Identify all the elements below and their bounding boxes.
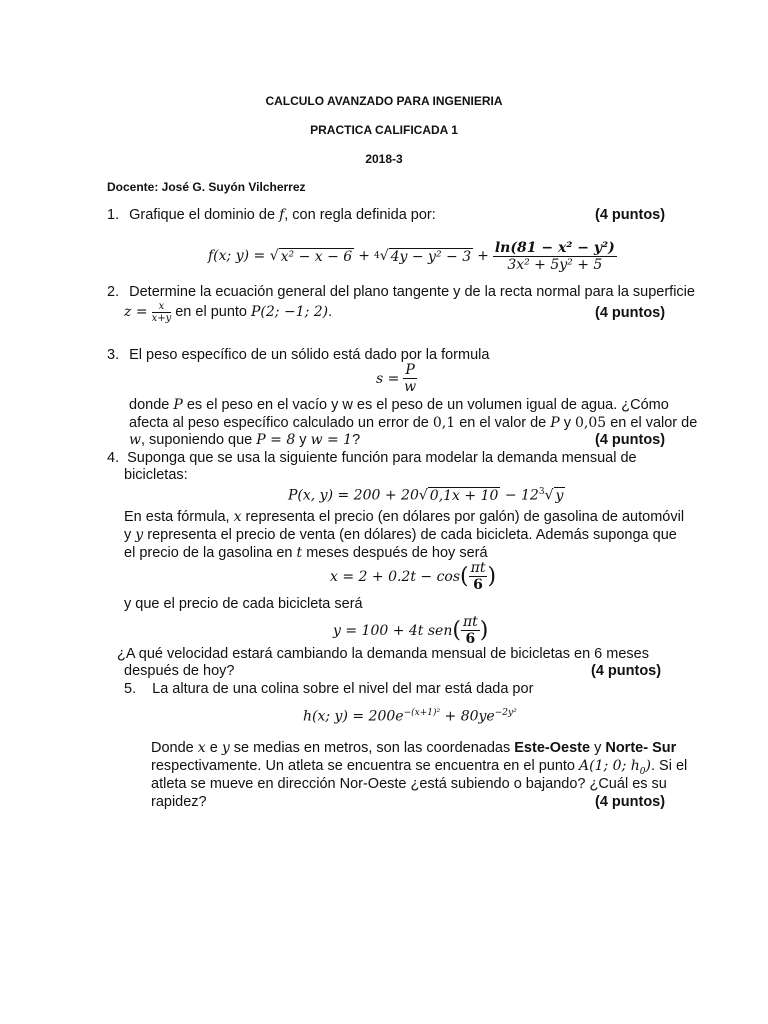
q3-l3g: en el valor de: [610, 415, 698, 431]
q5-number: 5.: [124, 681, 137, 697]
q4-x-den: 6: [473, 577, 483, 593]
q1-plus1: +: [358, 248, 370, 264]
q1-frac-den: 3x² + 5y² + 5: [507, 256, 603, 273]
q4-x-eq: x = 2 + 0.2t − cos: [330, 568, 461, 585]
q5-line2: [151, 740, 676, 757]
q5-l3c: 0: [639, 766, 646, 777]
q4-line4: [124, 527, 677, 544]
q2-text1: Determine la ecuación general del plano tangente y de la recta normal para la superficie: [129, 284, 695, 300]
q5-formula: [303, 708, 517, 725]
q1-var-f: f: [279, 207, 285, 223]
q2-dot: .: [328, 304, 333, 320]
q1-statement: [107, 207, 436, 224]
q4-points: (4 puntos): [591, 663, 662, 679]
q5-line1: [124, 681, 533, 698]
q3-l4c: P = 8: [256, 432, 296, 448]
q3-l3d: P: [550, 415, 560, 431]
q1-formula: f(x; y) = √ x² − x − 6 + 4 √ 4y − y² − 3 + $\frac{\text{ln(81 − x² − y²)}}{\text{3x² + 5y² + 5}}$: [208, 239, 615, 273]
q3-l3e: y: [563, 415, 571, 431]
q2-line2: [124, 301, 332, 324]
q5-line5: rapidez?: [151, 794, 207, 810]
q5-l3e: . Si el: [650, 758, 688, 774]
q3-l2b: P: [173, 397, 183, 413]
q1-text: Grafique el dominio de: [129, 207, 276, 223]
q1-frac-num: ln(81 − x² − y²): [494, 239, 615, 256]
q1-root-index: 4: [373, 251, 380, 261]
q4-line1: [107, 450, 637, 467]
q4-y-num: πt: [462, 614, 478, 630]
q4-x-formula: x = 2 + 0.2t − cos ( $\frac{\pi t}{6}$ ): [330, 560, 497, 593]
q3-number: 3.: [107, 347, 120, 363]
q3-l3b: 0,1: [432, 415, 456, 431]
q3-text1: El peso específico de un sólido está dado por la formula: [129, 347, 490, 363]
q4-f-a: P(x, y) = 200 + 20: [288, 487, 419, 504]
q5-h-b: + 80ye: [444, 708, 495, 725]
q5-h-a: h(x; y) = 200e: [303, 708, 404, 725]
q4-l3a: En esta fórmula,: [124, 509, 230, 525]
q4-l4b: y: [135, 527, 144, 543]
q4-line2: bicicletas:: [124, 467, 188, 483]
q2-z-den: x+y: [151, 313, 172, 324]
q4-y-frac: [461, 614, 480, 647]
q3-l3f: 0,05: [575, 415, 607, 431]
q5-l3d: ): [645, 758, 651, 774]
q4-l5c: meses después de hoy será: [306, 545, 488, 561]
exam-title: PRACTICA CALIFICADA 1: [310, 123, 458, 137]
q3-l4a: w: [129, 432, 141, 448]
q5-points: (4 puntos): [595, 794, 666, 810]
q3-line4: [129, 432, 360, 449]
q4-l4a: y: [124, 527, 132, 543]
q3-line2: [129, 397, 669, 414]
q4-y-formula: y = 100 + 4t sen ( $\frac{\pi t}{6}$ ): [333, 614, 489, 647]
q3-l3a: afecta al peso específico calculado un error de: [129, 415, 429, 431]
q4-f-b: − 12: [504, 487, 539, 504]
q3-l4d: y: [299, 432, 307, 448]
q3-formula: [376, 362, 417, 395]
course-title: CALCULO AVANZADO PARA INGENIERIA: [265, 94, 503, 108]
q3-l4f: ?: [352, 432, 361, 448]
q5-l2g: y: [594, 740, 602, 756]
q5-text1: La altura de una colina sobre el nivel del mar está dada por: [152, 681, 534, 697]
q5-l2h: Norte- Sur: [605, 740, 677, 756]
term: 2018-3: [365, 152, 403, 166]
q4-l5a: el precio de la gasolina en: [124, 545, 293, 561]
q5-l2e: se medias en metros, son las coordenadas: [233, 740, 511, 756]
q5-l2d: y: [221, 740, 230, 756]
q5-h-exp1: −(x+1)²: [403, 708, 441, 718]
q5-h-exp2: −2y²: [494, 708, 517, 718]
q2-point: P(2; −1; 2): [251, 304, 329, 320]
q5-line4: atleta se mueve en dirección Nor-Oeste ¿está subiendo o bajando? ¿Cuál es su: [151, 776, 667, 792]
q2-line1: [107, 284, 695, 301]
q1-radicand1: x² − x − 6: [280, 248, 353, 265]
q3-s-frac: [403, 362, 416, 395]
q4-f-idx: 3: [538, 487, 545, 497]
q4-line6: y que el precio de cada bicicleta será: [124, 596, 363, 612]
q4-x-frac: [469, 560, 488, 593]
q3-points: (4 puntos): [595, 432, 666, 448]
teacher: Docente: José G. Suyón Vilcherrez: [107, 180, 306, 194]
q2-number: 2.: [107, 284, 120, 300]
q4-line7: ¿A qué velocidad estará cambiando la demanda mensual de bicicletas en 6 meses: [117, 646, 649, 662]
q5-l3b: A(1; 0; h: [579, 758, 640, 774]
q5-l2a: Donde: [151, 740, 194, 756]
q5-l3a: respectivamente. Un atleta se encuentra se encuentra en el punto: [151, 758, 575, 774]
q4-x-num: πt: [470, 560, 486, 576]
q3-l2c: es el peso en el vacío y w es el peso de un volumen igual de agua. ¿Cómo: [186, 397, 669, 413]
q1-fraction: [493, 240, 617, 273]
q3-line1: [107, 347, 489, 364]
q5-l2c: e: [209, 740, 218, 756]
q4-line8: después de hoy?: [124, 663, 235, 679]
q4-l3b: x: [233, 509, 242, 525]
q4-formula: P(x, y) = 200 + 20√ $0,1x + 10 - 12^3√$ y: [288, 487, 564, 504]
q2-z-frac: [152, 301, 172, 324]
q5-l2b: x: [197, 740, 206, 756]
q2-z-num: x: [152, 301, 172, 313]
q3-l3c: en el valor de: [459, 415, 547, 431]
q4-y-den: 6: [465, 631, 476, 647]
q4-f-rad: 0,1x + 10: [429, 487, 499, 504]
q2-points: (4 puntos): [595, 305, 666, 321]
q4-y-eq: y = 100 + 4t sen: [333, 622, 453, 639]
q1-text-end: , con regla definida por:: [284, 207, 436, 223]
q3-line3: [129, 415, 697, 432]
q5-l2f: Este-Oeste: [514, 740, 591, 756]
q2-z-eq: z =: [124, 304, 148, 320]
q3-s-den: w: [404, 379, 417, 395]
q3-l2a: donde: [129, 397, 170, 413]
q4-l5b: t: [296, 545, 303, 561]
q1-plus2: +: [477, 248, 489, 264]
q1-points: (4 puntos): [595, 207, 666, 223]
q4-l3c: representa el precio (en dólares por galón) de gasolina de automóvil: [245, 509, 685, 525]
q1-lhs: f(x; y) = √: [208, 248, 279, 264]
q3-l4b: , suponiendo que: [140, 432, 253, 448]
q4-line3: [124, 509, 684, 526]
q4-number: 4.: [107, 450, 120, 466]
q4-f-rad2: y: [555, 487, 564, 504]
q1-radicand2: 4y − y² − 3: [390, 248, 472, 265]
q3-s-eq: s =: [376, 370, 400, 387]
q2-text2: en el punto: [175, 304, 247, 320]
q3-l4e: w = 1: [310, 432, 353, 448]
q3-s-num: P: [405, 362, 415, 378]
q1-number: 1.: [107, 207, 120, 223]
q4-l4c: representa el precio de venta (en dólares) de cada bicicleta. Además suponga que: [147, 527, 677, 543]
q4-text1: Suponga que se usa la siguiente función para modelar la demanda mensual de: [127, 450, 637, 466]
